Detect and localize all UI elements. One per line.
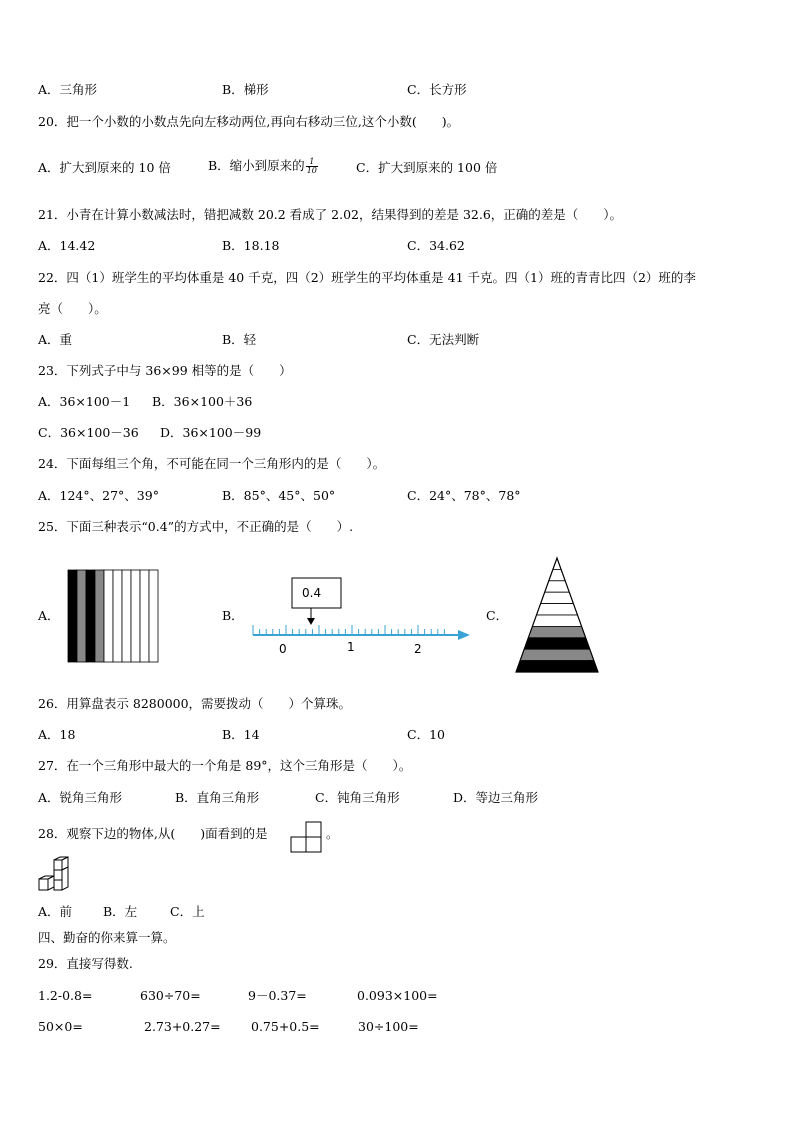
strip-empty — [131, 570, 140, 662]
triangle-band-shaded — [512, 649, 602, 660]
strip-shaded — [86, 570, 95, 662]
strip-empty — [104, 570, 113, 662]
tick-label-0: 0 — [279, 642, 287, 656]
fraction-denominator: 10 — [306, 166, 317, 175]
q19-option-a: A．三角形 — [38, 82, 98, 97]
q28-option-c: C．上 — [170, 904, 205, 919]
strip-shaded — [68, 570, 77, 662]
triangle-band-shaded — [512, 638, 602, 649]
q25-stem: 25．下面三种表示“0.4”的方式中，不正确的是（ ）. — [38, 519, 354, 534]
q26-option-c: C．10 — [407, 727, 445, 742]
q24-option-c: C．24°、78°、78° — [407, 488, 521, 503]
q29-row1-item-1: 1.2-0.8= — [38, 988, 93, 1003]
section-4-heading: 四、勤奋的你来算一算。 — [38, 930, 176, 945]
triangle-band-empty — [512, 615, 602, 626]
q24-option-a: A．124°、27°、39° — [38, 488, 159, 503]
pointer-arrowhead — [307, 618, 315, 625]
strip-shaded — [95, 570, 104, 662]
q20-option-b — [208, 158, 319, 175]
q26-stem: 26．用算盘表示 8280000，需要拨动（ ）个算珠。 — [38, 696, 352, 711]
q25-option-b-label: B． — [222, 608, 244, 623]
q28-stem-tail: 。 — [326, 826, 339, 841]
fraction-numerator: 1 — [306, 158, 318, 167]
q27-option-c: C．钝角三角形 — [315, 790, 400, 805]
q22-option-c: C．无法判断 — [407, 332, 480, 347]
q25-option-a-strips-figure — [67, 569, 159, 663]
q23-option-d: D．36×100－99 — [160, 425, 262, 440]
q20-option-b-text: B．缩小到原来的 — [208, 158, 305, 173]
triangle-band-empty — [512, 592, 602, 603]
axis-arrowhead — [458, 630, 470, 640]
q29-row1-item-2: 630÷70= — [140, 988, 201, 1003]
fraction-one-tenth — [306, 158, 318, 175]
q26-option-b: B．14 — [222, 727, 260, 742]
q23-stem: 23．下列式子中与 36×99 相等的是（ ） — [38, 363, 292, 378]
q27-option-a: A．锐角三角形 — [38, 790, 123, 805]
tick-label-2: 2 — [414, 642, 422, 656]
q29-row1-item-4: 0.093×100= — [357, 988, 438, 1003]
q29-row2-item-1: 50×0= — [38, 1019, 83, 1034]
number-line-label-text: 0.4 — [302, 586, 322, 600]
q29-row2-item-2: 2.73+0.27= — [144, 1019, 221, 1034]
q22-option-b: B．轻 — [222, 332, 257, 347]
q20-option-c: C．扩大到原来的 100 倍 — [356, 160, 498, 175]
q25-option-c-triangle-figure — [512, 556, 602, 676]
q25-option-b-number-line — [250, 575, 475, 660]
q19-option-c: C．长方形 — [407, 82, 467, 97]
q23-option-a: A．36×100－1 — [38, 394, 131, 409]
q27-option-b: B．直角三角形 — [175, 790, 260, 805]
triangle-band-empty — [512, 569, 602, 580]
q21-stem: 21．小青在计算小数减法时，错把减数 20.2 看成了 2.02，结果得到的差是 32.6，正确的差是（ ）。 — [38, 207, 623, 222]
q29-row2-item-4: 30÷100= — [358, 1019, 419, 1034]
q29-row1-item-3: 9－0.37= — [248, 988, 307, 1003]
q23-option-c: C．36×100－36 — [38, 425, 139, 440]
q28-cube-stack-figure — [36, 856, 72, 894]
q20-stem: 20．把一个小数的小数点先向左移动两位,再向右移动三位,这个小数( )。 — [38, 114, 460, 129]
strip-empty — [149, 570, 158, 662]
q24-option-b: B．85°、45°、50° — [222, 488, 336, 503]
q28-view-shape-figure — [290, 821, 324, 853]
q29-row2-item-3: 0.75+0.5= — [251, 1019, 320, 1034]
q25-option-c-label: C． — [486, 608, 509, 623]
triangle-band-shaded — [512, 661, 602, 672]
q22-stem-line1: 22．四（1）班学生的平均体重是 40 千克，四（2）班学生的平均体重是 41 千克。四（1）班的青青比四（2）班的李 — [38, 270, 696, 285]
strip-shaded — [77, 570, 86, 662]
triangle-band-shaded — [512, 626, 602, 637]
strip-empty — [140, 570, 149, 662]
q22-stem-line2: 亮（ ）。 — [38, 301, 107, 316]
q19-option-b: B．梯形 — [222, 82, 269, 97]
q23-option-b: B．36×100＋36 — [152, 394, 253, 409]
q25-option-a-label: A． — [38, 608, 60, 623]
q28-stem: 28．观察下边的物体,从( )面看到的是 — [38, 826, 268, 841]
strip-empty — [113, 570, 122, 662]
triangle-band-empty — [512, 604, 602, 615]
q29-stem: 29．直接写得数. — [38, 956, 133, 971]
q26-option-a: A．18 — [38, 727, 76, 742]
triangle-band-empty — [512, 581, 602, 592]
q27-option-d: D．等边三角形 — [453, 790, 539, 805]
q21-option-c: C．34.62 — [407, 238, 465, 253]
q21-option-b: B．18.18 — [222, 238, 280, 253]
q28-option-a: A．前 — [38, 904, 73, 919]
q24-stem: 24．下面每组三个角，不可能在同一个三角形内的是（ ）。 — [38, 456, 386, 471]
q20-option-a: A．扩大到原来的 10 倍 — [38, 160, 171, 175]
q22-option-a: A．重 — [38, 332, 73, 347]
q27-stem: 27．在一个三角形中最大的一个角是 89°，这个三角形是（ ）。 — [38, 758, 412, 773]
tick-label-1: 1 — [347, 640, 355, 654]
q21-option-a: A．14.42 — [38, 238, 96, 253]
strip-empty — [122, 570, 131, 662]
q28-option-b: B．左 — [103, 904, 138, 919]
